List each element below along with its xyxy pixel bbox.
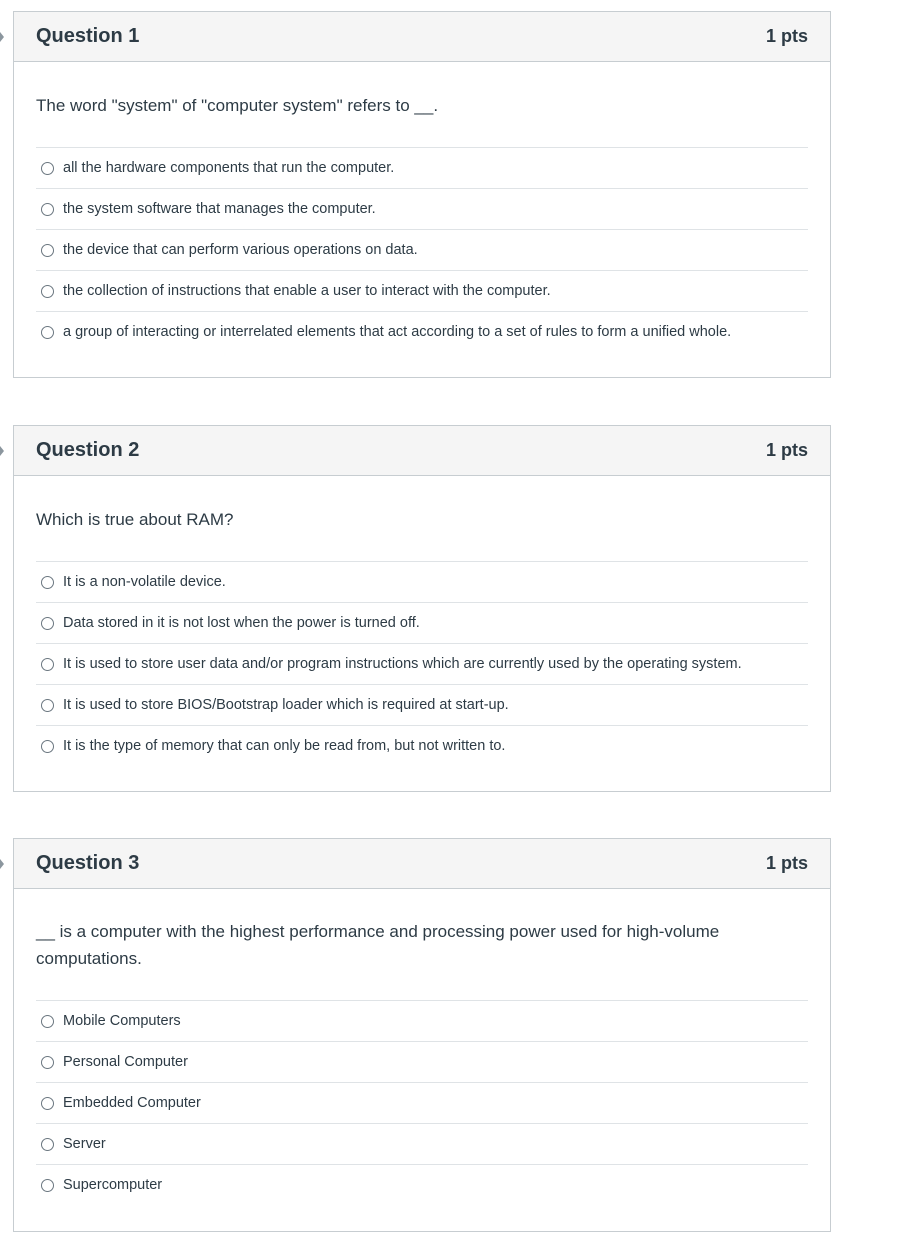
radio-button-icon[interactable] (41, 1097, 54, 1110)
question-2-answer-4[interactable] (36, 684, 808, 725)
radio-button-icon[interactable] (41, 740, 54, 753)
question-2-header (14, 426, 830, 476)
question-card-1 (13, 11, 831, 378)
answer-label: all the hardware components that run the computer. (63, 160, 395, 176)
answer-label: Server (63, 1136, 106, 1152)
answer-label: a group of interacting or interrelated elements that act according to a set of rules to form a unified whole. (63, 324, 732, 340)
question-1-answer-3[interactable] (36, 229, 808, 270)
answer-label: It is the type of memory that can only be read from, but not written to. (63, 738, 506, 754)
radio-button-icon[interactable] (41, 1138, 54, 1151)
radio-button-icon[interactable] (41, 326, 54, 339)
question-2-title: Question 2 (36, 439, 140, 461)
radio-button-icon[interactable] (41, 1056, 54, 1069)
answer-label: It is used to store BIOS/Bootstrap loader which is required at start-up. (63, 697, 509, 713)
question-1-body (14, 62, 830, 352)
radio-button-icon[interactable] (41, 699, 54, 712)
question-1-header (14, 12, 830, 62)
question-3-body (14, 889, 830, 1205)
answer-label: Supercomputer (63, 1177, 163, 1193)
answer-label: It is used to store user data and/or program instructions which are currently used by the operating system. (63, 656, 742, 672)
radio-button-icon[interactable] (41, 162, 54, 175)
question-3-answer-2[interactable] (36, 1041, 808, 1082)
answer-label: the device that can perform various operations on data. (63, 242, 418, 258)
answer-label: Personal Computer (63, 1054, 188, 1070)
question-card-2 (13, 425, 831, 792)
question-3-answer-4[interactable] (36, 1123, 808, 1164)
question-2-marker-icon (0, 446, 4, 456)
question-3-header (14, 839, 830, 889)
radio-button-icon[interactable] (41, 1015, 54, 1028)
radio-button-icon[interactable] (41, 576, 54, 589)
question-1-answer-4[interactable] (36, 270, 808, 311)
radio-button-icon[interactable] (41, 1179, 54, 1192)
question-1-answer-5[interactable] (36, 311, 808, 352)
question-1-text: The word "system" of "computer system" refers to __. (36, 96, 439, 115)
question-2-points: 1 pts (765, 440, 808, 460)
question-3-marker-icon (0, 859, 4, 869)
radio-button-icon[interactable] (41, 285, 54, 298)
question-2-answer-1[interactable] (36, 561, 808, 602)
question-1-answers (36, 147, 808, 352)
question-2-answer-5[interactable] (36, 725, 808, 766)
radio-button-icon[interactable] (41, 658, 54, 671)
question-3-answer-1[interactable] (36, 1000, 808, 1041)
radio-button-icon[interactable] (41, 617, 54, 630)
question-2-answer-2[interactable] (36, 602, 808, 643)
question-1-answer-1[interactable] (36, 147, 808, 188)
question-2-answers (36, 561, 808, 766)
question-1-title: Question 1 (36, 25, 140, 47)
radio-button-icon[interactable] (41, 203, 54, 216)
answer-label: Mobile Computers (63, 1013, 181, 1029)
question-2-answer-3[interactable] (36, 643, 808, 684)
radio-button-icon[interactable] (41, 244, 54, 257)
answer-label: Data stored in it is not lost when the power is turned off. (63, 615, 420, 631)
question-1-answer-2[interactable] (36, 188, 808, 229)
answer-label: It is a non-volatile device. (63, 574, 226, 590)
question-3-answers (36, 1000, 808, 1205)
answer-label: the system software that manages the computer. (63, 201, 376, 217)
question-3-answer-5[interactable] (36, 1164, 808, 1205)
answer-label: the collection of instructions that enable a user to interact with the computer. (63, 283, 551, 299)
question-1-points: 1 pts (765, 26, 808, 46)
question-1-marker-icon (0, 32, 4, 42)
question-card-3 (13, 838, 831, 1232)
question-3-points: 1 pts (765, 853, 808, 873)
question-2-text: Which is true about RAM? (36, 510, 234, 529)
question-2-body (14, 476, 830, 766)
question-3-title: Question 3 (36, 852, 140, 874)
question-3-answer-3[interactable] (36, 1082, 808, 1123)
question-3-text: __ is a computer with the highest performance and processing power used for high-volume computations. (36, 922, 720, 968)
answer-label: Embedded Computer (63, 1095, 201, 1111)
